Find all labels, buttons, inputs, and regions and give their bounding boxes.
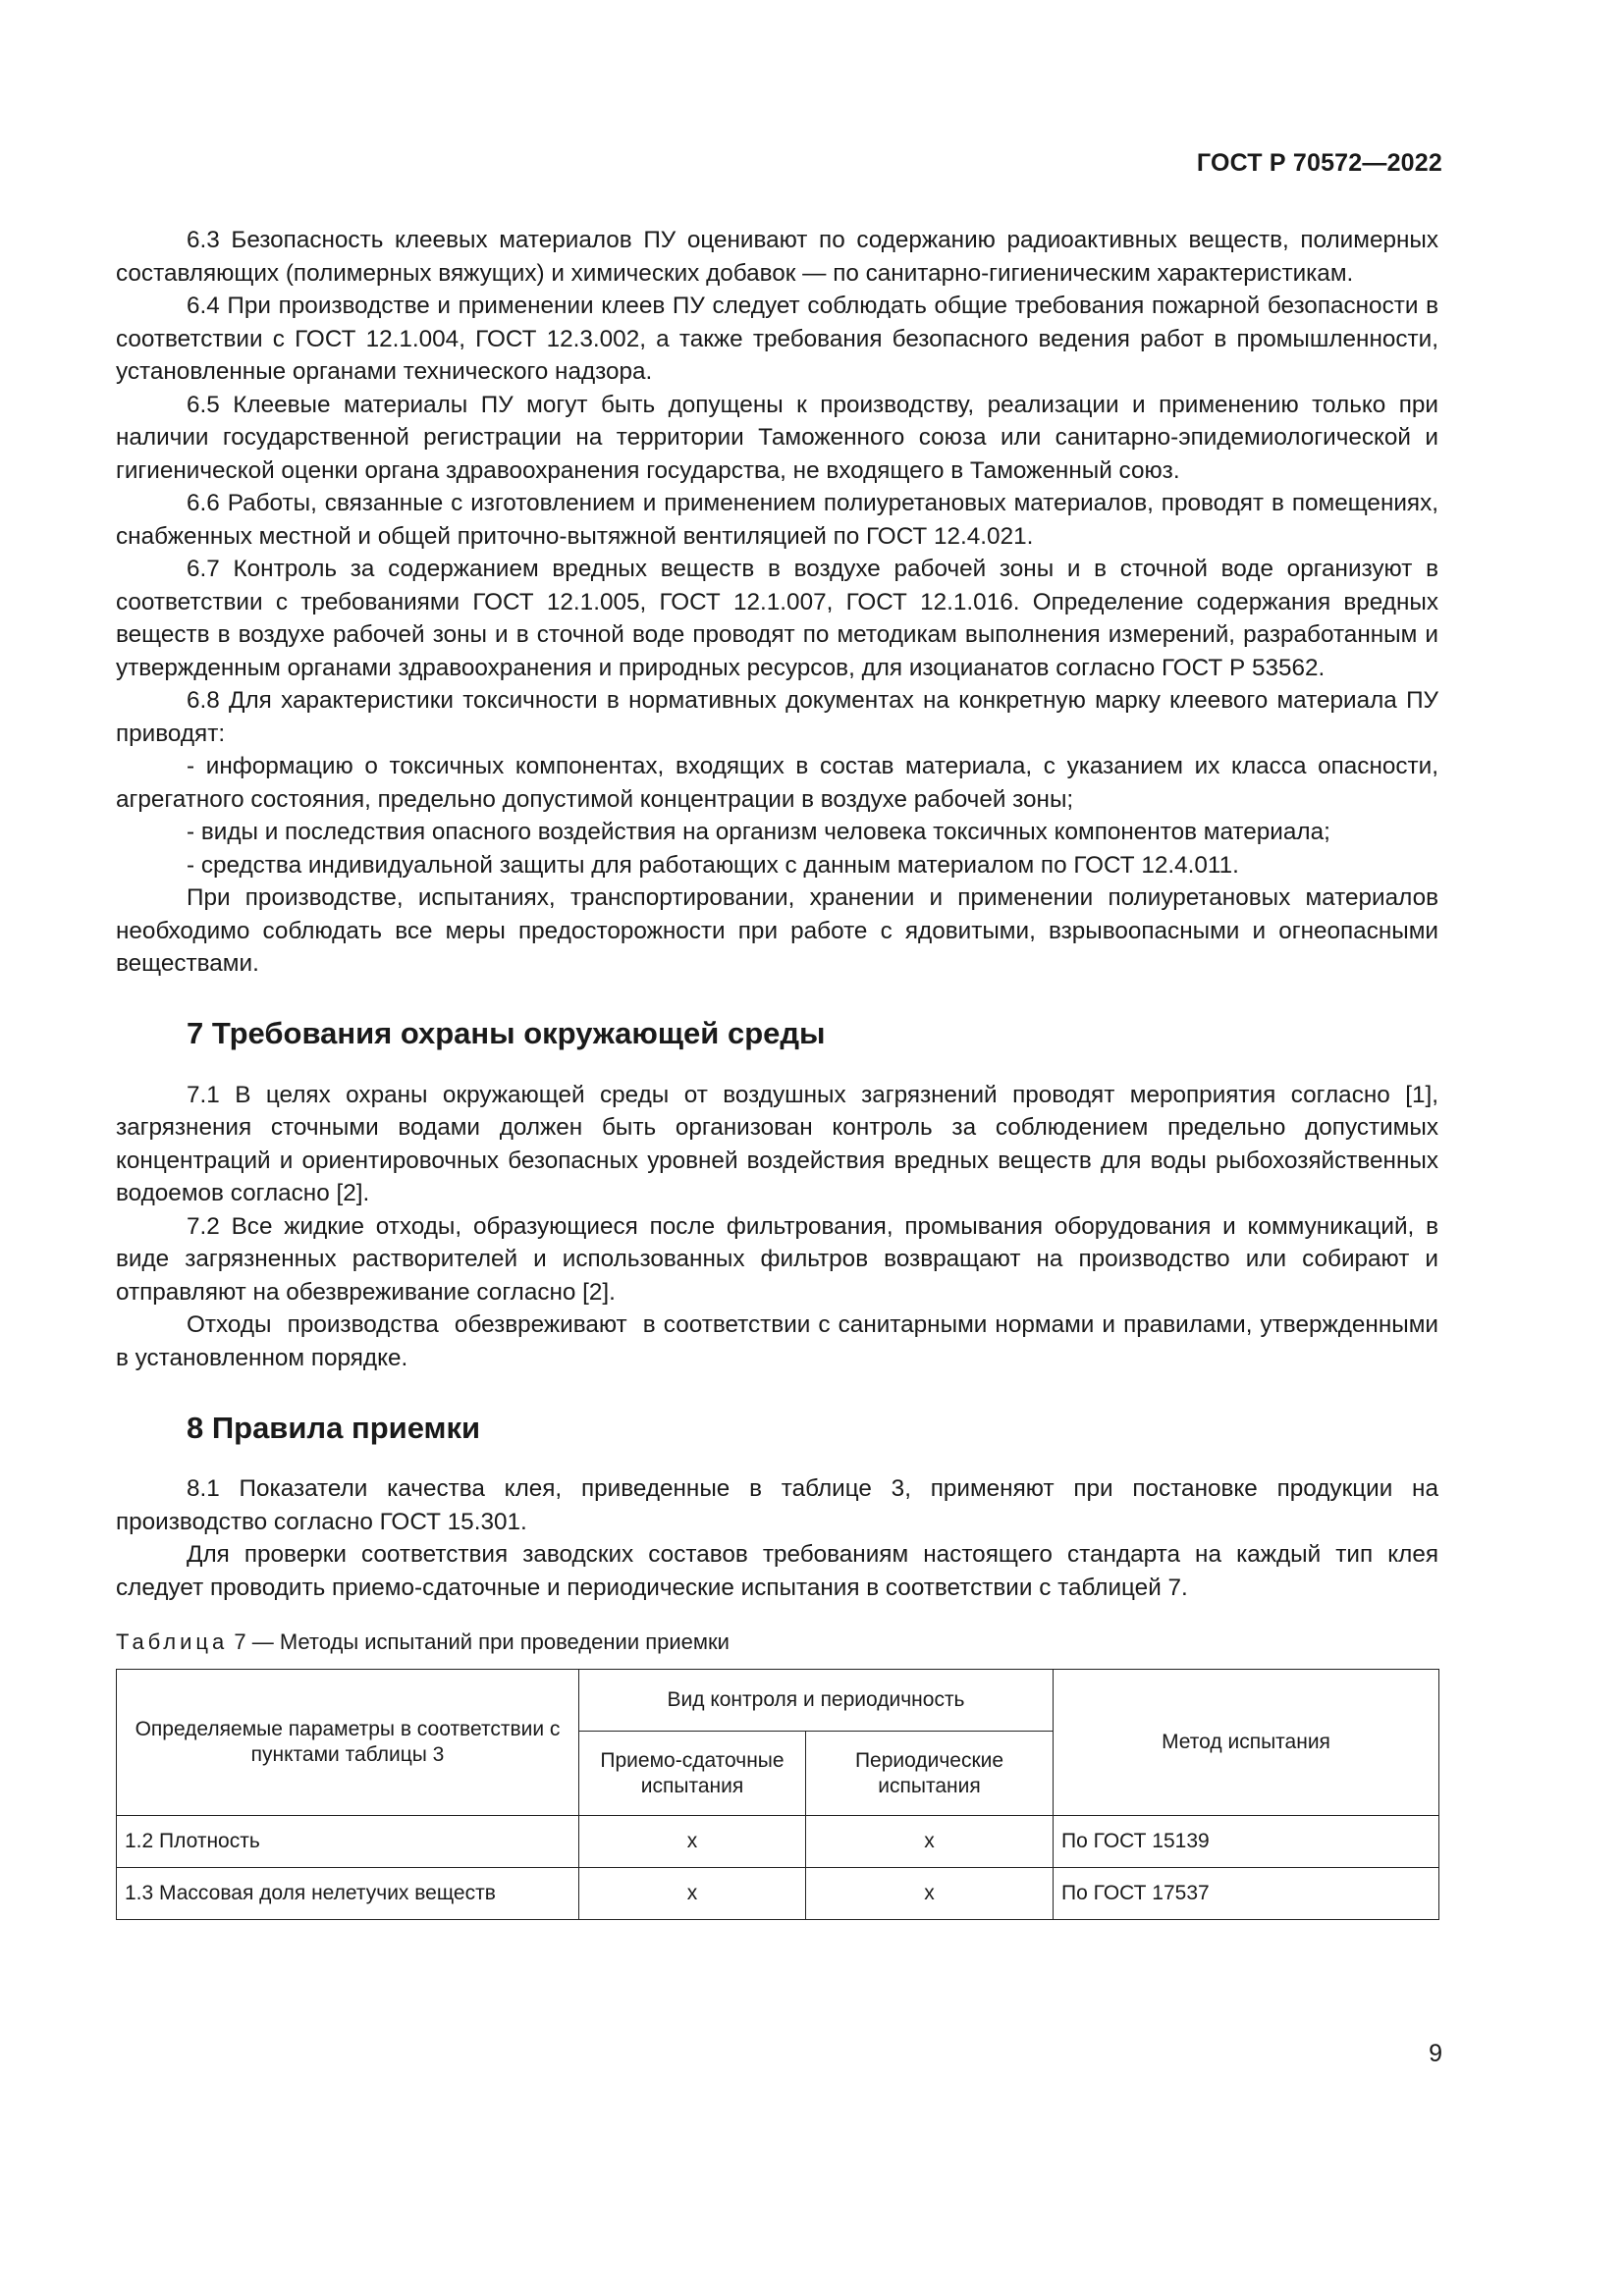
paragraph-6-3: 6.3 Безопасность клеевых материалов ПУ оценивают по содержанию радиоактивных веществ, полимерных составляющих (полимерных вяжущих) и химических добавок — по санитарно-гигиеническим характеристикам. [116,227,1445,287]
paragraph-6-6: 6.6 Работы, связанные с изготовлением и применением полиуретановых материалов, проводят в помещениях, снабженных местной и общей приточно-вытяжной вентиляцией по ГОСТ 12.4.021. [116,490,1445,550]
list-item: - информацию о токсичных компонентах, входящих в состав материала, с указанием их класса опасности, агрегатного состояния, предельно допустимой концентрации в воздухе рабочей зоны; [116,753,1438,813]
page-number: 9 [1429,2040,1442,2067]
cell-acceptance: х [579,1868,806,1920]
list-item: - виды и последствия опасного воздействия на организм человека токсичных компонентов материала; [187,819,1330,845]
cell-periodic: х [806,1868,1054,1920]
header-param: Определяемые параметры в соответствии с пунктами таблицы 3 [117,1670,579,1816]
paragraph-8-1: 8.1 Показатели качества клея, приведенные в таблице 3, применяют при постановке продукции на производство согласно ГОСТ 15.301. [116,1475,1445,1535]
methods-table [116,1669,1439,1920]
table-caption [116,1629,1438,1655]
cell-acceptance: х [579,1816,806,1868]
header-periodic: Периодические испытания [806,1732,1054,1816]
cell-method: По ГОСТ 17537 [1054,1868,1439,1920]
cell-periodic: х [806,1816,1054,1868]
paragraph-7-1: 7.1 В целях охраны окружающей среды от воздушных загрязнений проводят мероприятия согласно [1], загрязнения сточными водами должен быть организован контроль за соблюдением предельно допустимых концентраций и ориентировочных безопасных уровней воздействия вредных веществ для воды рыбохозяйственных водоемов согласно [2]. [116,1081,1445,1206]
page-content [116,224,1445,1920]
list-item: - средства индивидуальной защиты для работающих с данным материалом по ГОСТ 12.4.011. [187,851,1239,879]
header-method: Метод испытания [1054,1670,1439,1816]
document-header: ГОСТ Р 70572—2022 [1196,149,1442,177]
paragraph-precautions: При производстве, испытаниях, транспортировании, хранении и применении полиуретановых материалов необходимо соблюдать все меры предосторожности при работе с ядовитыми, взрывоопасными и огнеопасными веществами. [116,884,1445,977]
table-row [117,1816,1439,1868]
table-caption-text: 7 — Методы испытаний при проведении приемки [228,1629,730,1654]
header-acceptance: Приемо-сдаточные испытания [579,1732,806,1816]
table-caption-word: Таблица [116,1629,229,1654]
paragraph-6-4: 6.4 При производстве и применении клеев ПУ следует соблюдать общие требования пожарной безопасности в соответствии с ГОСТ 12.1.004, ГОСТ 12.3.002, а также требования безопасного ведения работ в промышленности, установленные органами технического надзора. [116,293,1445,385]
section-7-title: 7 Требования охраны окружающей среды [187,1015,826,1050]
cell-method: По ГОСТ 15139 [1054,1816,1439,1868]
paragraph-6-5: 6.5 Клеевые материалы ПУ могут быть допущены к производству, реализации и применению только при наличии государственной регистрации на территории Таможенного союза или санитарно-эпидемиологической и гигиенической оценки органа здравоохранения государства, не входящего в Таможенный союз. [116,391,1445,484]
header-control-group: Вид контроля и периодичность [579,1670,1054,1732]
paragraph-6-8: 6.8 Для характеристики токсичности в нормативных документах на конкретную марку клеевого материала ПУ приводят: [116,687,1445,747]
paragraph-6-7: 6.7 Контроль за содержанием вредных веществ в воздухе рабочей зоны и в сточной воде организуют в соответствии с требованиями ГОСТ 12.1.005, ГОСТ 12.1.007, ГОСТ 12.1.016. Определение содержания вредных веществ в воздухе рабочей зоны и в сточной воде проводят по методикам выполнения измерений, разработанным и утвержденным органами здравоохранения и природных ресурсов, для изоцианатов согласно ГОСТ Р 53562. [116,556,1445,681]
paragraph-waste: Отходы производства обезвреживают в соответствии с санитарными нормами и правилами, утвержденными в установленном порядке. [116,1311,1445,1371]
paragraph-acceptance-check: Для проверки соответствия заводских составов требованиям настоящего стандарта на каждый тип клея следует проводить приемо-сдаточные и периодические испытания в соответствии с таблицей 7. [116,1541,1445,1601]
table-row [117,1868,1439,1920]
cell-param: 1.3 Массовая доля нелетучих веществ [117,1868,579,1920]
section-8-title: 8 Правила приемки [187,1411,481,1445]
cell-param: 1.2 Плотность [117,1816,579,1868]
paragraph-7-2: 7.2 Все жидкие отходы, образующиеся после фильтрования, промывания оборудования и коммуникаций, в виде загрязненных растворителей и использованных фильтров возвращают на производство или собирают и отправляют на обезвреживание согласно [2]. [116,1212,1445,1306]
